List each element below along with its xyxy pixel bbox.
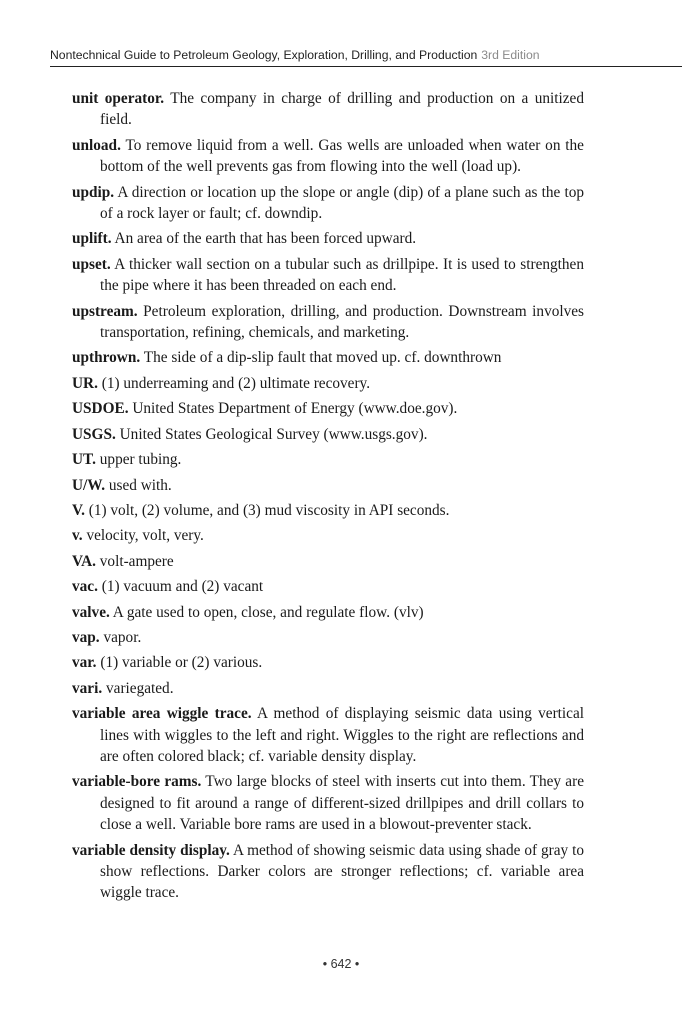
entry-definition: The company in charge of drilling and production on a unitized field. xyxy=(100,90,584,129)
book-title: Nontechnical Guide to Petroleum Geology, Exploration, Drilling, and Production xyxy=(50,48,478,62)
glossary-entry xyxy=(72,135,584,178)
entry-term: VA. xyxy=(72,552,96,570)
entry-definition: The side of a dip-slip fault that moved up. cf. downthrown xyxy=(143,349,502,367)
entry-term: updip. xyxy=(72,183,115,201)
entry-definition: A gate used to open, close, and regulate flow. (vlv) xyxy=(112,603,424,621)
glossary-entry xyxy=(72,475,584,496)
glossary-entry xyxy=(72,301,584,344)
entry-term: UR. xyxy=(72,374,98,392)
glossary-entry xyxy=(72,228,584,249)
entry-definition: velocity, volt, very. xyxy=(86,527,204,545)
entry-definition: variegated. xyxy=(106,679,174,697)
glossary-entry xyxy=(72,551,584,572)
entry-definition: United States Department of Energy (www.doe.gov). xyxy=(132,400,458,418)
entry-term: UT. xyxy=(72,451,96,469)
glossary-entry xyxy=(72,652,584,673)
entry-term: U/W. xyxy=(72,476,106,494)
entry-term: USGS. xyxy=(72,425,116,443)
glossary-entries xyxy=(72,88,584,908)
entry-definition: (1) variable or (2) various. xyxy=(100,654,263,672)
entry-term: variable area wiggle trace. xyxy=(72,705,252,723)
glossary-entry xyxy=(72,525,584,546)
glossary-entry xyxy=(72,602,584,623)
glossary-entry xyxy=(72,347,584,368)
page-number: • 642 • xyxy=(322,957,360,971)
entry-definition: A method of displaying seismic data using vertical lines with wiggles to the left and right. Wiggles to the right are reflections and are often colored black; cf. variable density display. xyxy=(100,705,584,765)
entry-term: V. xyxy=(72,501,85,519)
entry-term: vap. xyxy=(72,628,100,646)
edition-label: 3rd Edition xyxy=(481,48,540,62)
glossary-entry xyxy=(72,398,584,419)
entry-term: unload. xyxy=(72,136,121,154)
entry-definition: Petroleum exploration, drilling, and production. Downstream involves transportation, refining, chemicals, and marketing. xyxy=(100,302,585,342)
entry-term: upthrown. xyxy=(72,349,141,367)
glossary-entry xyxy=(72,424,584,445)
entry-definition: Two large blocks of steel with inserts cut into them. They are designed to fit around a range of different-sized drillpipes and drill collars to close a well. Variable bore rams are used in a blowout-preventer stack. xyxy=(100,773,584,834)
entry-term: v. xyxy=(72,527,83,545)
entry-term: valve. xyxy=(72,603,110,621)
entry-term: unit operator. xyxy=(72,90,165,107)
entry-term: USDOE. xyxy=(72,400,129,418)
glossary-entry xyxy=(72,500,584,521)
entry-definition: (1) underreaming and (2) ultimate recovery. xyxy=(101,374,371,392)
entry-definition: (1) vacuum and (2) vacant xyxy=(101,578,264,596)
entry-term: vac. xyxy=(72,578,98,596)
entry-term: var. xyxy=(72,654,97,672)
entry-definition: A direction or location up the slope or angle (dip) of a plane such as the top of a rock layer or fault; cf. downdip. xyxy=(100,183,584,223)
entry-term: variable-bore rams. xyxy=(72,773,202,791)
glossary-entry xyxy=(72,678,584,699)
entry-definition: A method of showing seismic data using shade of gray to show reflections. Darker colors are stronger reflections; cf. variable area wiggle trace. xyxy=(100,841,584,902)
entry-definition: (1) volt, (2) volume, and (3) mud viscosity in API seconds. xyxy=(88,501,450,519)
entry-term: upset. xyxy=(72,255,111,273)
running-header xyxy=(50,46,682,67)
glossary-entry xyxy=(72,373,584,394)
glossary-entry xyxy=(72,88,584,131)
entry-definition: A thicker wall section on a tubular such as drillpipe. It is used to strengthen the pipe where it has been threaded on each end. xyxy=(100,255,584,295)
glossary-entry xyxy=(72,254,584,297)
glossary-entry xyxy=(72,576,584,597)
glossary-entry xyxy=(72,627,584,648)
entry-definition: upper tubing. xyxy=(99,451,182,469)
entry-definition: To remove liquid from a well. Gas wells are unloaded when water on the bottom of the well prevents gas from flowing into the well (load up). xyxy=(100,136,584,176)
glossary-entry xyxy=(72,840,584,904)
entry-definition: An area of the earth that has been forced upward. xyxy=(114,230,417,248)
entry-term: variable density display. xyxy=(72,841,230,859)
glossary-entry xyxy=(72,703,584,767)
glossary-entry xyxy=(72,182,584,225)
entry-definition: volt-ampere xyxy=(99,552,174,570)
entry-definition: United States Geological Survey (www.usgs.gov). xyxy=(119,425,428,443)
glossary-entry xyxy=(72,771,584,835)
entry-definition: vapor. xyxy=(103,628,142,646)
entry-term: upstream. xyxy=(72,302,138,320)
entry-term: vari. xyxy=(72,679,103,697)
glossary-entry xyxy=(72,449,584,470)
entry-definition: used with. xyxy=(108,476,172,494)
entry-term: uplift. xyxy=(72,230,112,248)
